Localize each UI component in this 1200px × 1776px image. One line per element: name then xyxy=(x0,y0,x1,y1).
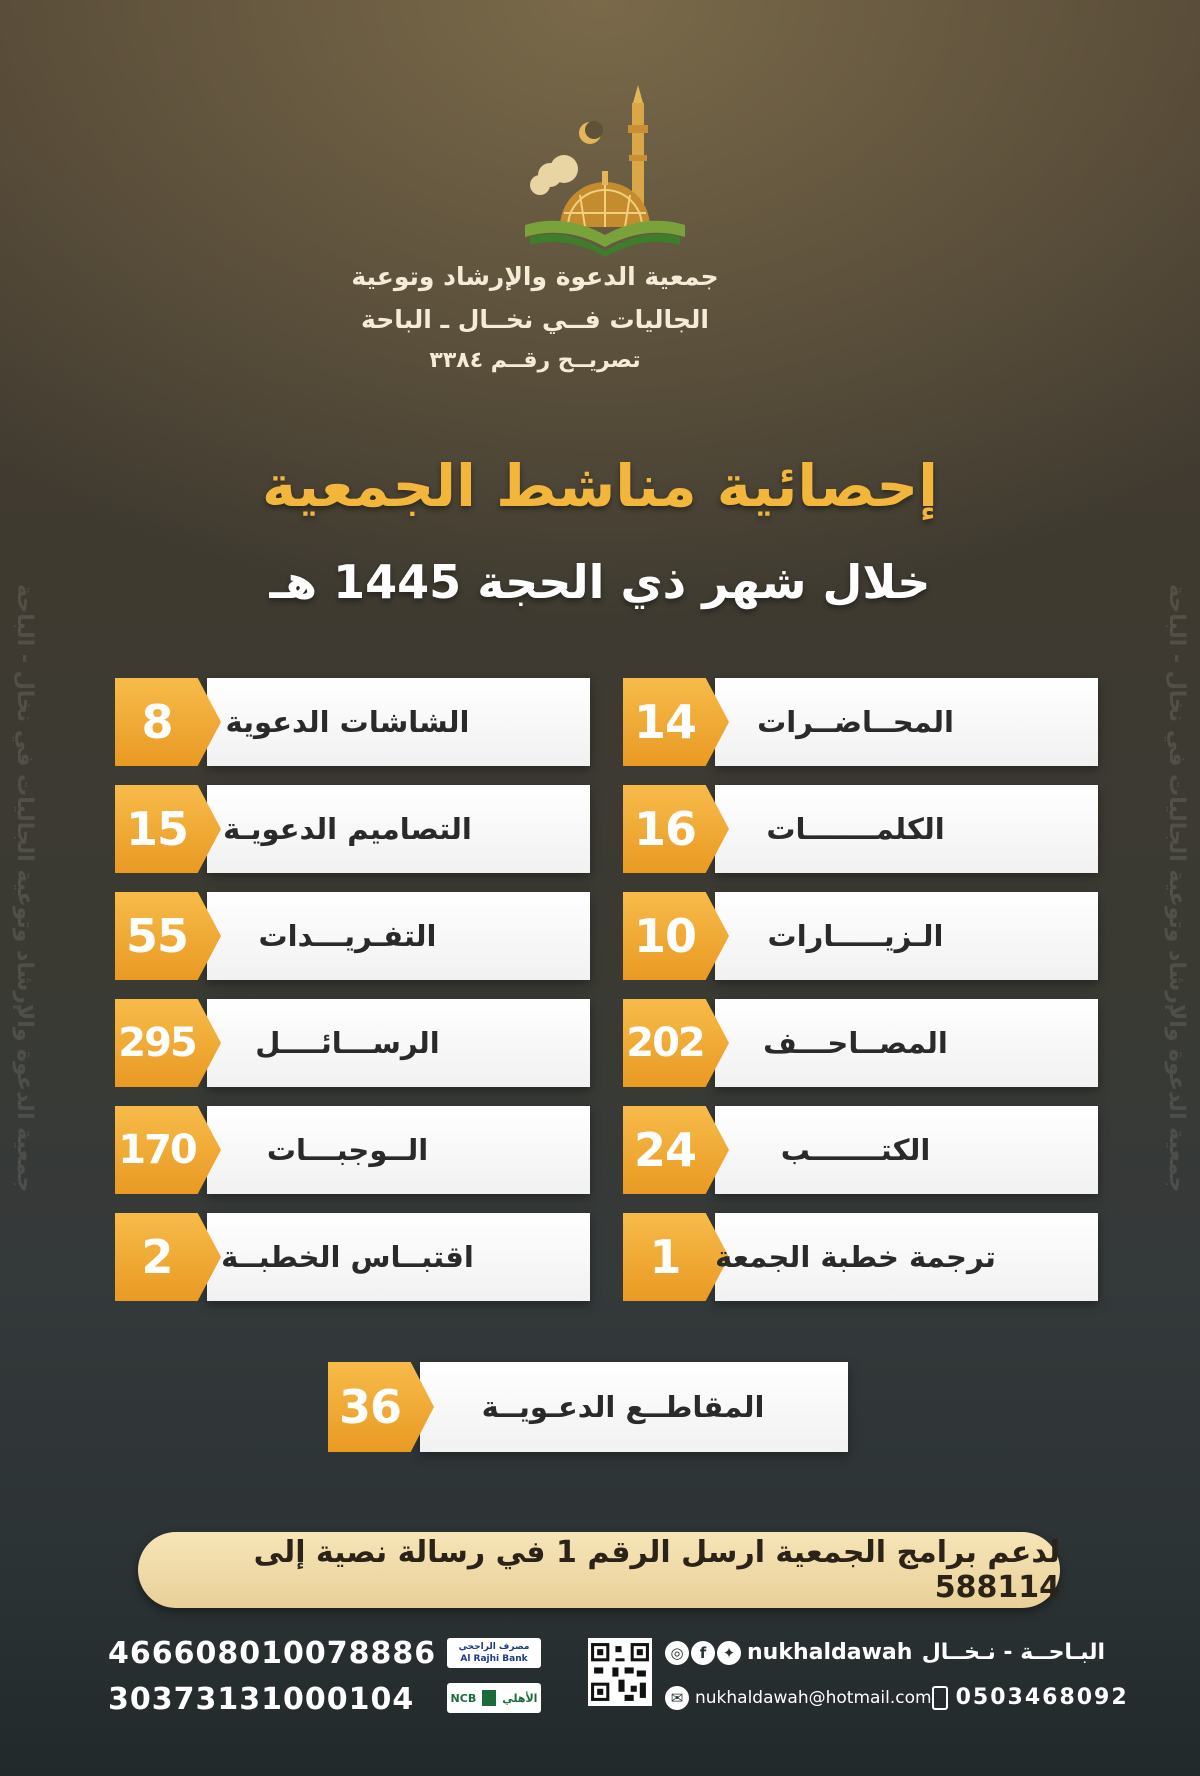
stat-value: 8 xyxy=(141,695,173,749)
organization-logo xyxy=(520,85,690,265)
social-icons xyxy=(665,1640,912,1665)
stat-value: 1 xyxy=(649,1230,681,1284)
org-name-line1: جمعية الدعوة والإرشاد وتوعية xyxy=(351,262,719,291)
stat-card-lectures xyxy=(623,678,1098,766)
stat-value: 202 xyxy=(626,1020,704,1066)
stat-label: الـزيـــــارات xyxy=(767,919,944,953)
alrajhi-account-number: 466608010078886 xyxy=(108,1636,437,1671)
stat-card-clips xyxy=(328,1362,848,1452)
social-row xyxy=(665,1640,1105,1665)
phone-group xyxy=(932,1685,1129,1710)
stat-value: 15 xyxy=(125,802,188,856)
alrajhi-logo-text: Al Rajhi Bank xyxy=(460,1654,528,1664)
page-title: إحصائية مناشط الجمعية xyxy=(261,452,939,520)
stat-value: 24 xyxy=(633,1123,696,1177)
email-address[interactable]: nukhaldawah@hotmail.com xyxy=(695,1687,932,1708)
stat-value: 10 xyxy=(633,909,696,963)
stat-card-sermon-quotes xyxy=(115,1213,590,1301)
facebook-icon[interactable]: f xyxy=(691,1641,715,1665)
stat-label: ترجمة خطبة الجمعة xyxy=(715,1240,996,1274)
alrajhi-bank-logo xyxy=(447,1638,541,1668)
stat-value: 295 xyxy=(118,1020,196,1066)
stat-label: الكتـــــــب xyxy=(780,1133,931,1167)
stat-label: الكلمـــــــات xyxy=(766,812,945,846)
stat-value: 16 xyxy=(633,802,696,856)
org-name-line2: الجاليات فــي نخــال ـ الباحة xyxy=(361,305,709,334)
qr-code-icon xyxy=(588,1638,652,1706)
stat-value: 170 xyxy=(118,1127,196,1173)
stat-label: اقتبــاس الخطبــة xyxy=(221,1240,474,1274)
stat-label: الــوجبـــات xyxy=(266,1133,429,1167)
stat-card-designs xyxy=(115,785,590,873)
stat-card-messages xyxy=(115,999,590,1087)
page-subtitle: خلال شهر ذي الحجة 1445 هـ xyxy=(269,555,931,609)
stat-card-mushafs xyxy=(623,999,1098,1087)
instagram-icon[interactable]: ◎ xyxy=(665,1641,689,1665)
stat-label: الشاشات الدعوية xyxy=(225,705,470,739)
ncb-account-number: 30373131000104 xyxy=(108,1682,415,1717)
ncb-building-icon xyxy=(482,1690,496,1706)
support-text: لدعم برامج الجمعية ارسل الرقم 1 في رسالة نصية إلى 588114 xyxy=(253,1535,1060,1605)
stat-card-screens xyxy=(115,678,590,766)
stat-label: الرســـائــــل xyxy=(255,1026,440,1060)
stat-label: التفـريـــدات xyxy=(258,919,437,953)
stat-card-tweets xyxy=(115,892,590,980)
email-group xyxy=(665,1686,932,1710)
license-number: تصريــح رقــم ٣٣٨٤ xyxy=(429,348,641,373)
social-handle[interactable]: nukhaldawah xyxy=(747,1640,913,1665)
stat-card-visits xyxy=(623,892,1098,980)
stat-label: التصاميم الدعويـة xyxy=(223,812,472,846)
alrajhi-logo-text-ar: مصرف الراجحي xyxy=(458,1642,530,1652)
stat-card-speeches xyxy=(623,785,1098,873)
phone-icon xyxy=(932,1686,948,1710)
ncb-logo-text: NCB xyxy=(450,1691,477,1705)
stat-label: المحــاضــرات xyxy=(757,705,954,739)
stat-label: المصــاحـــف xyxy=(763,1026,948,1060)
email-icon: ✉ xyxy=(665,1686,689,1710)
ncb-logo-text-ar: الأهلي xyxy=(502,1691,538,1705)
stat-value: 55 xyxy=(125,909,188,963)
stat-label: المقاطــع الدعـويــة xyxy=(481,1390,765,1424)
contact-row xyxy=(665,1685,1129,1710)
stat-card-meals xyxy=(115,1106,590,1194)
stat-value: 14 xyxy=(633,695,696,749)
stat-value: 2 xyxy=(141,1230,173,1284)
side-watermark-left: جمعية الدعوة والإرشاد وتوعية الجاليات في نخال - الباحة xyxy=(12,583,37,1193)
twitter-icon[interactable]: ✦ xyxy=(717,1641,741,1665)
phone-number[interactable]: 0503468092 xyxy=(955,1685,1129,1710)
support-sms-banner xyxy=(138,1532,1060,1608)
location-text: البـاحــة - نـخــال xyxy=(921,1640,1105,1665)
side-watermark-right: جمعية الدعوة والإرشاد وتوعية الجاليات في نخال - الباحة xyxy=(1164,583,1189,1193)
stat-card-books xyxy=(623,1106,1098,1194)
ncb-bank-logo xyxy=(447,1683,541,1713)
stat-value: 36 xyxy=(338,1380,401,1434)
stat-card-sermon-translation xyxy=(623,1213,1098,1301)
